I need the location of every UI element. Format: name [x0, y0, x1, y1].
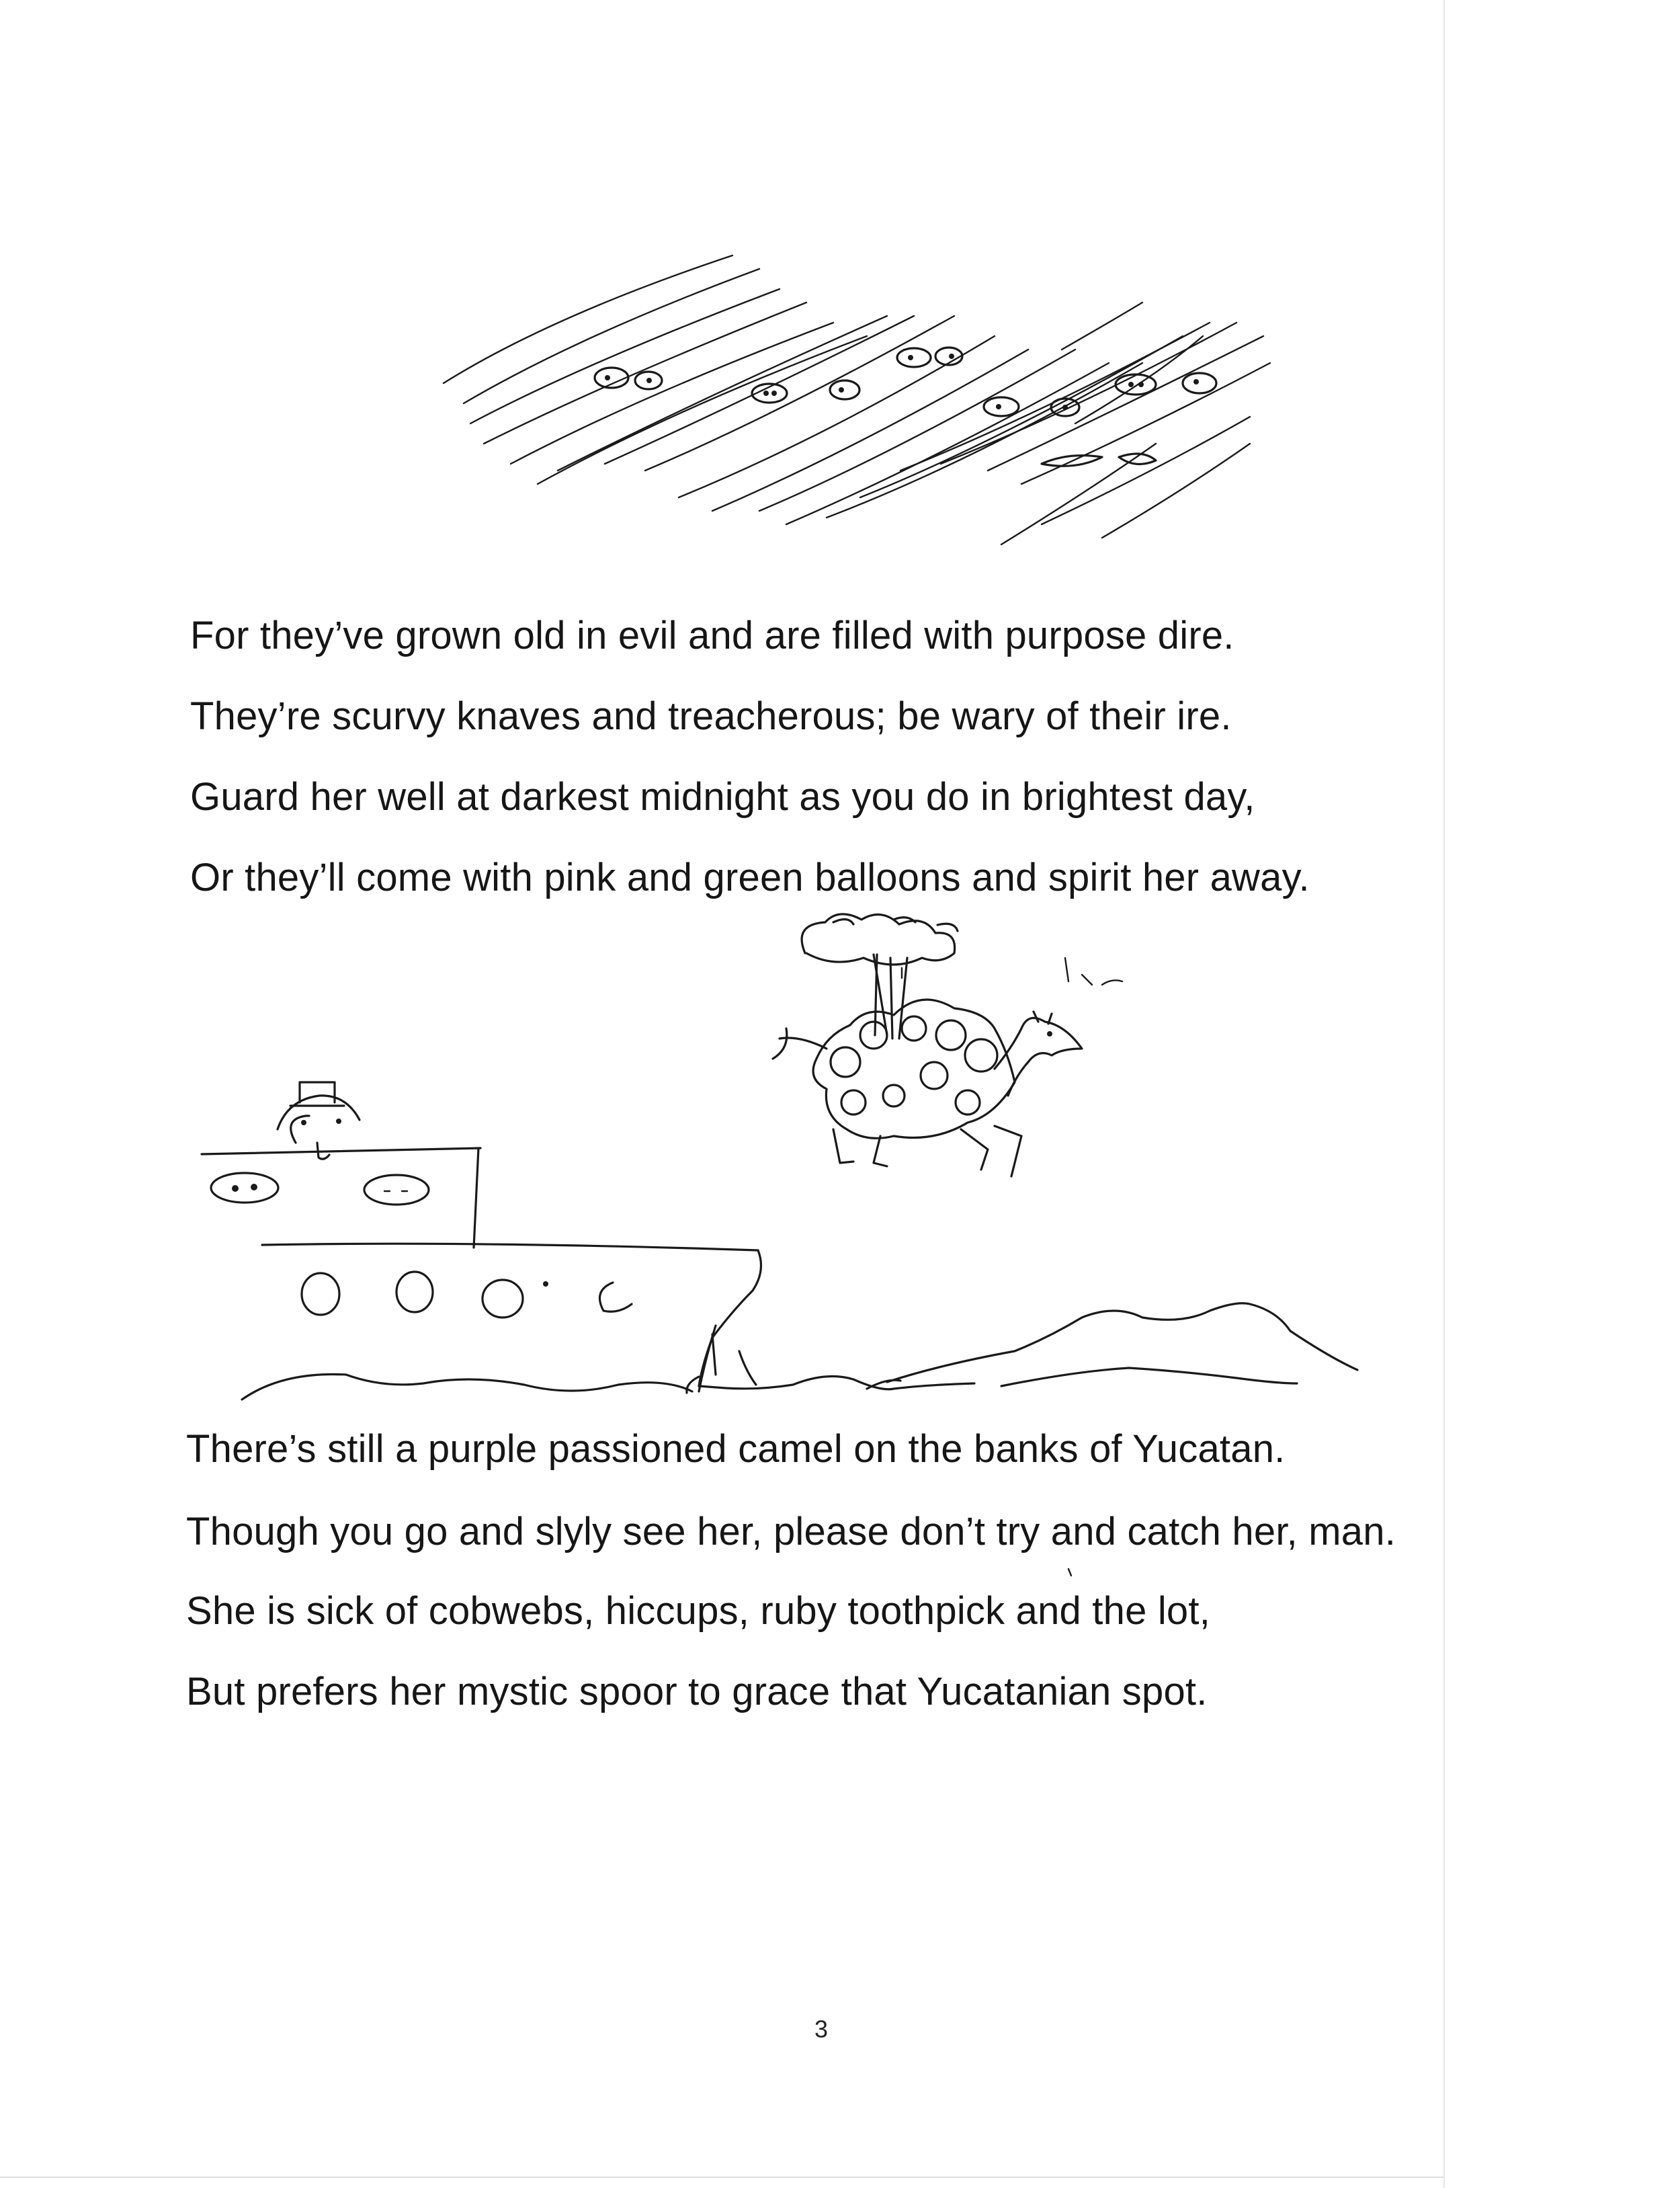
balloon-camel-drawing: [773, 914, 1122, 1176]
stanza-1-line-1: For they’ve grown old in evil and are filled with purpose dire.: [190, 614, 1234, 657]
page-number: 3: [814, 2015, 829, 2043]
stanza-1-line-3: Guard her well at darkest midnight as you do in brightest day,: [190, 775, 1255, 819]
streaking-faces-drawing: [444, 255, 1270, 544]
stanza-2-line-4: But prefers her mystic spoor to grace that Yucatanian spot.: [186, 1670, 1208, 1713]
stanza-2-line-2: Though you go and slyly see her, please don’t try and catch her, man.: [186, 1510, 1396, 1553]
stanza-1-line-4: Or they’ll come with pink and green balloons and spirit her away.: [190, 856, 1310, 899]
stanza-2-line-3: She is sick of cobwebs, hiccups, ruby toothpick and the lot,: [186, 1589, 1211, 1633]
ship-drawing: [202, 1082, 761, 1386]
stanza-1-line-2: They’re scurvy knaves and treacherous; be wary of their ire.: [190, 694, 1232, 738]
stanza-2-line-1: There’s still a purple passioned camel on the banks of Yucatan.: [186, 1427, 1286, 1471]
